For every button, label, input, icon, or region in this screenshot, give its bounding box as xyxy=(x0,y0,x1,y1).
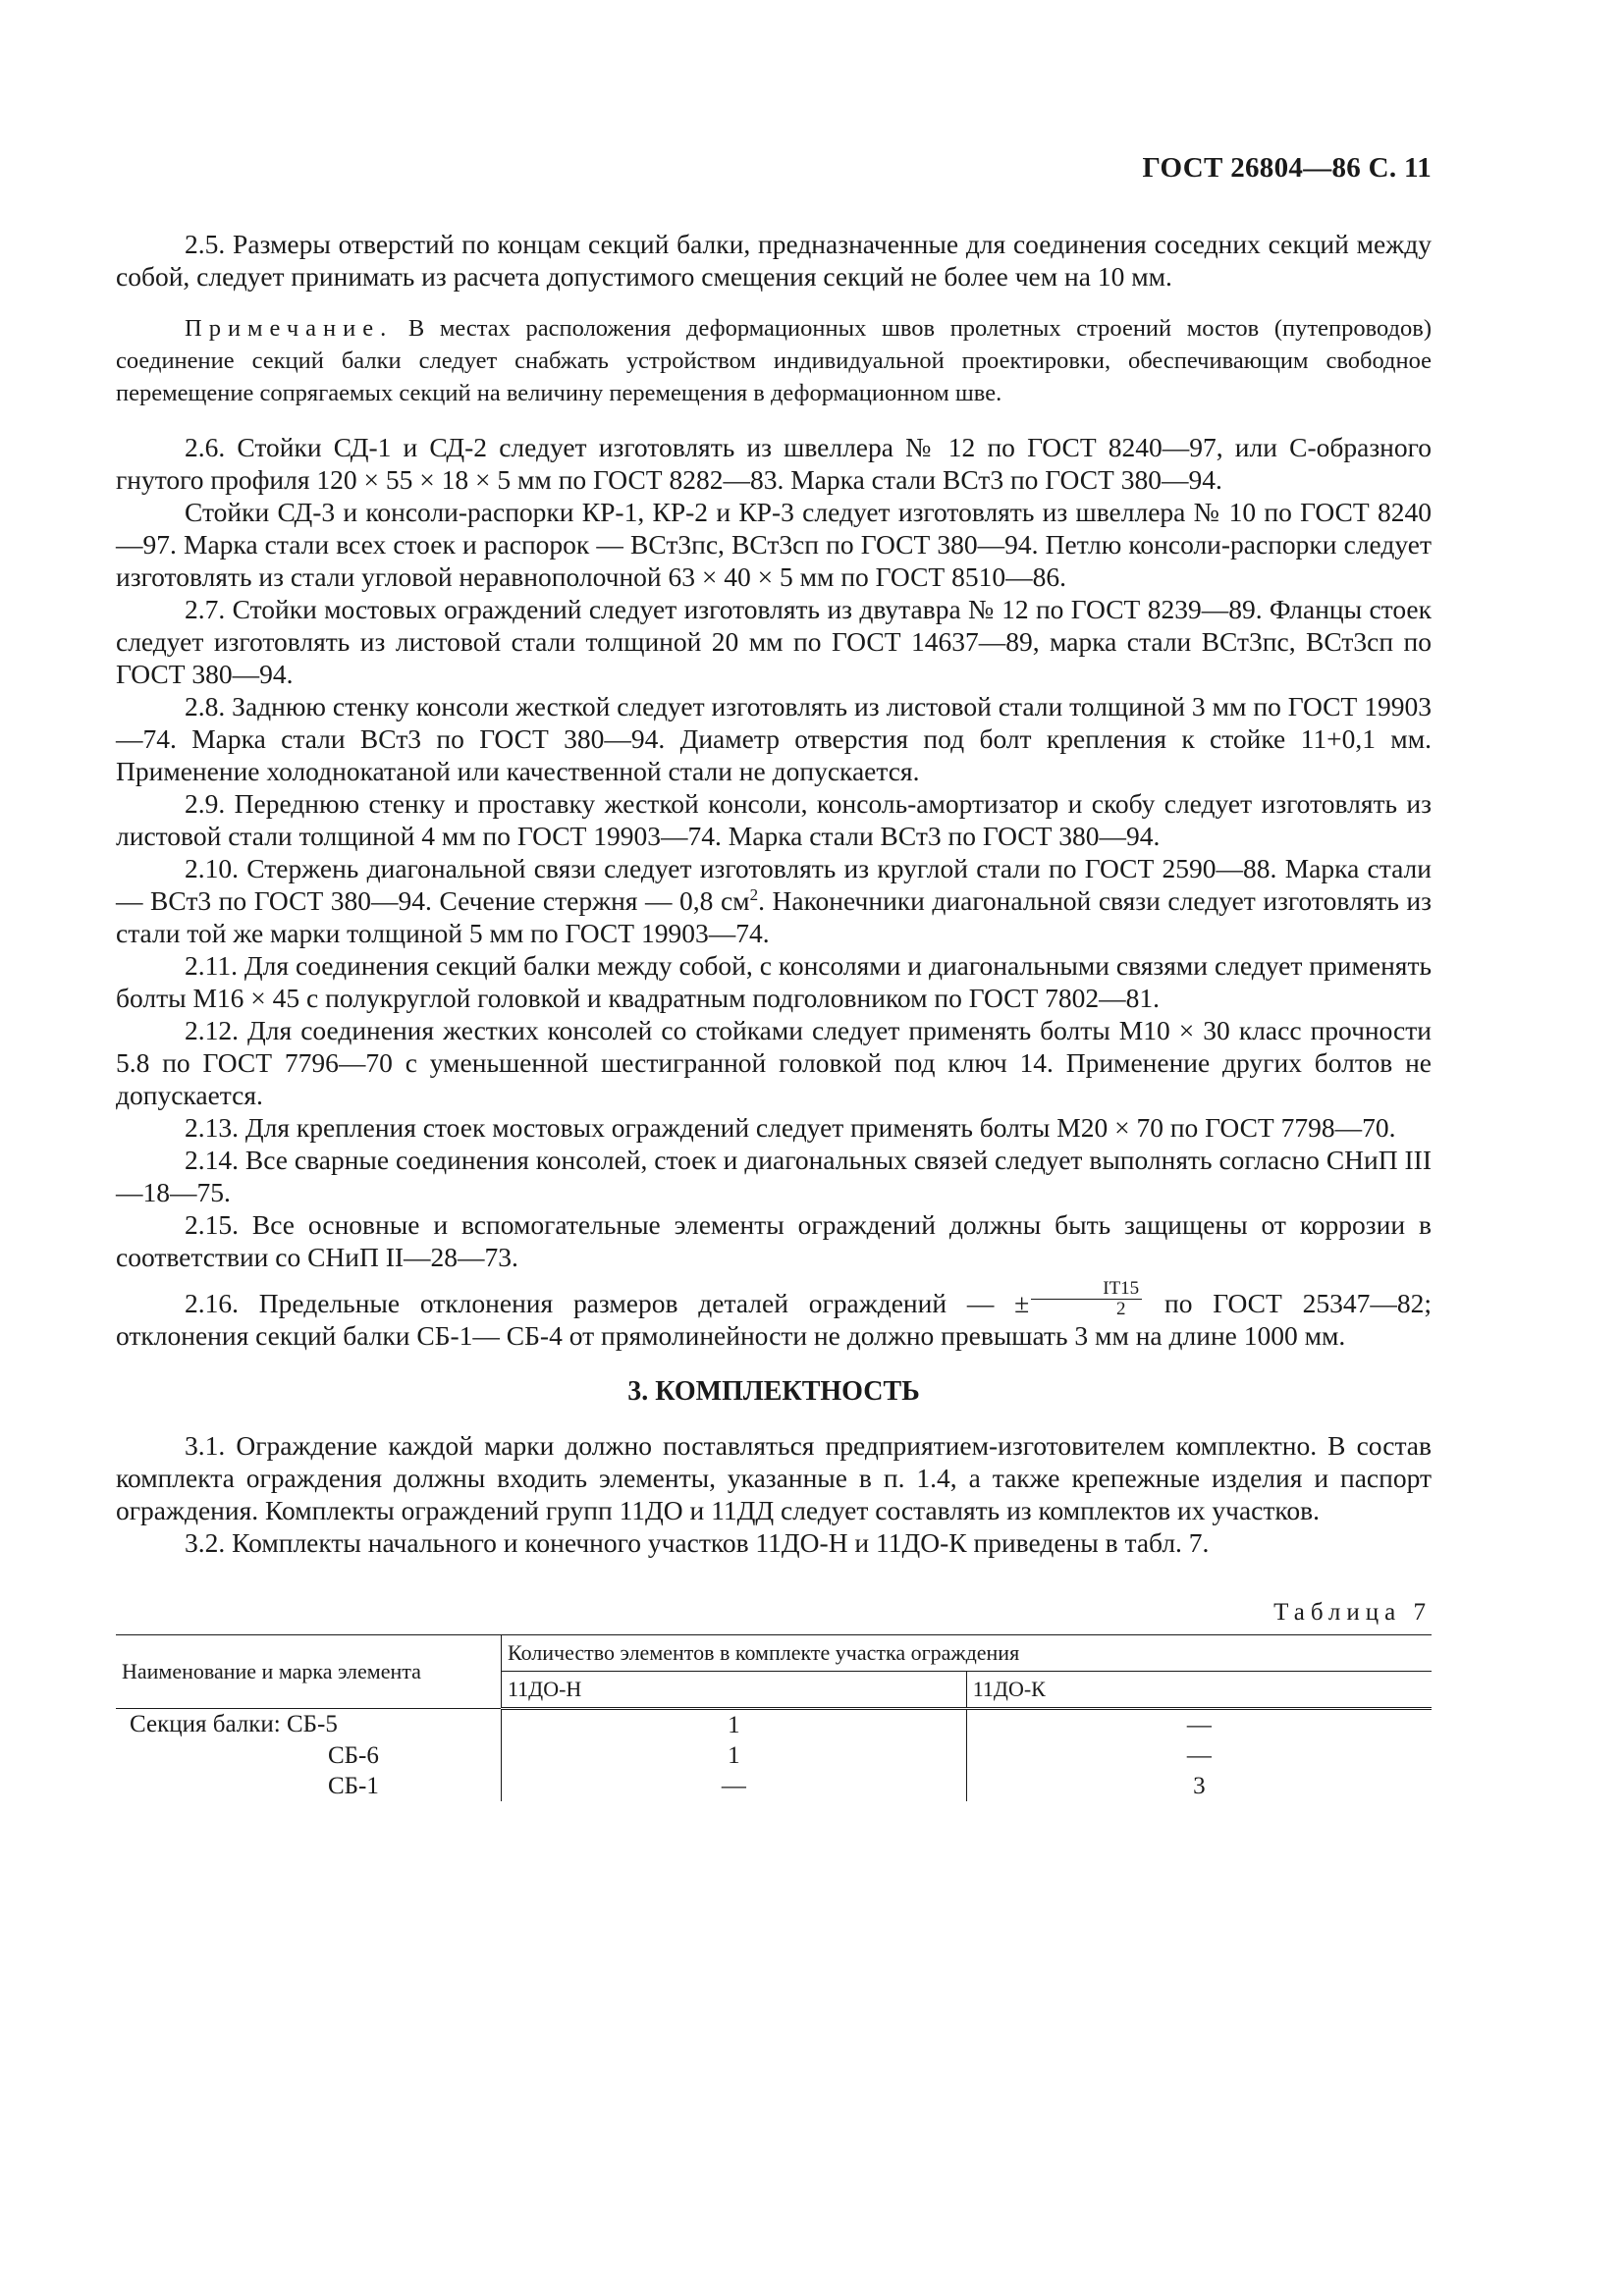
row-name-cell xyxy=(116,1771,502,1801)
paragraph-2-7: 2.7. Стойки мостовых ограждений следует изготовлять из двутавра № 12 по ГОСТ 8239—89. Фланцы стоек следует изготовлять из листовой стали толщиной 20 мм по ГОСТ 14637—89, марка стали ВСт3пс, ВСт3сп по ГОСТ 380—94. xyxy=(116,594,1432,689)
paragraph-2-10 xyxy=(116,852,1432,949)
row-mark: СБ-6 xyxy=(328,1742,379,1770)
paragraph-2-9: 2.9. Переднюю стенку и проставку жесткой консоли, консоль-амортизатор и скобу следует изготовлять из листовой стали толщиной 4 мм по ГОСТ 19903—74. Марка стали ВСт3 по ГОСТ 380—94. xyxy=(116,788,1432,851)
row-name-cell xyxy=(116,1709,502,1741)
fraction-numerator: IT15 xyxy=(1031,1279,1142,1300)
column-header-11do-k: 11ДО-К xyxy=(966,1672,1432,1709)
tolerance-fraction xyxy=(1031,1279,1142,1319)
paragraph-2-6b: Стойки СД-3 и консоли-распорки КР-1, КР-2 и КР-3 следует изготовлять из швеллера № 10 по ГОСТ 8240—97. Марка стали всех стоек и распорок — ВСт3пс, ВСт3сп по ГОСТ 380—94. Петлю консоли-распорки следует изготовлять из стали угловой неравнополочной 63 × 40 × 5 мм по ГОСТ 8510—86. xyxy=(116,497,1432,592)
paragraph-2-8: 2.8. Заднюю стенку консоли жесткой следует изготовлять из листовой стали толщиной 3 мм по ГОСТ 19903—74. Марка стали ВСт3 по ГОСТ 380—94. Диаметр отверстия под болт крепления к стойке 11+0,1 мм. Применение холоднокатаной или качественной стали не допускается. xyxy=(116,691,1432,786)
row-mark: СБ-1 xyxy=(328,1773,379,1800)
page-header: ГОСТ 26804—86 С. 11 xyxy=(1142,152,1432,184)
table-row xyxy=(116,1709,1432,1741)
row-value-11do-k: — xyxy=(966,1709,1432,1741)
document-body xyxy=(116,228,1432,1801)
fraction-denominator: 2 xyxy=(1115,1299,1126,1320)
paragraph-2-10-part2: . Наконечники диагональной связи следует изготовлять из стали той же марки толщиной 5 мм по ГОСТ 19903—74. xyxy=(116,885,1433,948)
table-caption: Таблица 7 xyxy=(1273,1599,1432,1627)
row-mark: СБ-5 xyxy=(286,1711,338,1738)
paragraph-2-13: 2.13. Для крепления стоек мостовых ограждений следует применять болты М20 × 70 по ГОСТ 7798—70. xyxy=(185,1112,1396,1143)
table-7 xyxy=(116,1634,1432,1801)
note-label: Примечание. xyxy=(185,315,394,342)
column-header-name: Наименование и марка элемента xyxy=(116,1635,502,1709)
row-name-cell xyxy=(116,1740,502,1771)
superscript-2: 2 xyxy=(749,884,759,904)
paragraph-2-16 xyxy=(116,1278,1432,1352)
paragraph-2-6a: 2.6. Стойки СД-1 и СД-2 следует изготовлять из швеллера № 12 по ГОСТ 8240—97, или С-образного гнутого профиля 120 × 55 × 18 × 5 мм по ГОСТ 8282—83. Марка стали ВСт3 по ГОСТ 380—94. xyxy=(116,432,1432,495)
paragraph-2-11: 2.11. Для соединения секций балки между собой, с консолями и диагональными связями следует применять болты М16 × 45 с полукруглой головкой и квадратным подголовником по ГОСТ 7802—81. xyxy=(116,950,1432,1013)
note-text: В местах расположения деформационных швов пролетных строений мостов (путепроводов) соединение секций балки следует снабжать устройством индивидуальной проектировки, обеспечивающим свободное перемещение сопрягаемых секций на величину перемещения в деформационном шве. xyxy=(116,315,1432,406)
row-value-11do-n: — xyxy=(502,1771,967,1801)
paragraph-3-1: 3.1. Ограждение каждой марки должно поставляться предприятием-изготовителем комплектно. В состав комплекта ограждения должны входить элементы, указанные в п. 1.4, а также крепежные изделия и паспорт ограждения. Комплекты ограждений групп 11ДО и 11ДД следует составлять из комплектов их участков. xyxy=(116,1430,1432,1526)
document-page xyxy=(116,0,1432,2296)
paragraph-2-5: 2.5. Размеры отверстий по концам секций балки, предназначенные для соединения соседних секций между собой, следует принимать из расчета допустимого смещения секций не более чем на 10 мм. xyxy=(116,229,1432,292)
paragraph-2-15: 2.15. Все основные и вспомогательные элементы ограждений должны быть защищены от коррозии в соответствии со СНиП II—28—73. xyxy=(116,1209,1432,1272)
paragraph-2-12: 2.12. Для соединения жестких консолей со стойками следует применять болты М10 × 30 класс прочности 5.8 по ГОСТ 7796—70 с уменьшенной шестигранной головкой под ключ 14. Применение других болтов не допускается. xyxy=(116,1015,1432,1110)
row-prefix: Секция балки: xyxy=(130,1711,281,1738)
row-value-11do-n: 1 xyxy=(502,1740,967,1771)
note-paragraph xyxy=(116,312,1432,409)
paragraph-2-16-part2: по ГОСТ 25347—82; отклонения секций балки СБ-1— СБ-4 от прямолинейности не должно превышать 3 мм на длине 1000 мм. xyxy=(116,1288,1432,1352)
row-value-11do-k: 3 xyxy=(966,1771,1432,1801)
table-row xyxy=(116,1771,1432,1801)
row-value-11do-k: — xyxy=(966,1740,1432,1771)
section-3-title: 3. КОМПЛЕКТНОСТЬ xyxy=(627,1376,920,1408)
table-row xyxy=(116,1740,1432,1771)
column-header-11do-n: 11ДО-Н xyxy=(502,1672,967,1709)
paragraph-2-10-part1: 2.10. Стержень диагональной связи следует изготовлять из круглой стали по ГОСТ 2590—88. Марка стали — ВСт3 по ГОСТ 380—94. Сечение стержня — 0,8 см xyxy=(116,853,1432,916)
paragraph-3-2: 3.2. Комплекты начального и конечного участков 11ДО-Н и 11ДО-К приведены в табл. 7. xyxy=(185,1527,1210,1559)
paragraph-2-16-part1: 2.16. Предельные отклонения размеров деталей ограждений — ± xyxy=(185,1288,1030,1318)
column-header-group: Количество элементов в комплекте участка ограждения xyxy=(502,1635,1433,1672)
row-value-11do-n: 1 xyxy=(502,1709,967,1741)
paragraph-2-14: 2.14. Все сварные соединения консолей, стоек и диагональных связей следует выполнять согласно СНиП III—18—75. xyxy=(116,1145,1432,1207)
